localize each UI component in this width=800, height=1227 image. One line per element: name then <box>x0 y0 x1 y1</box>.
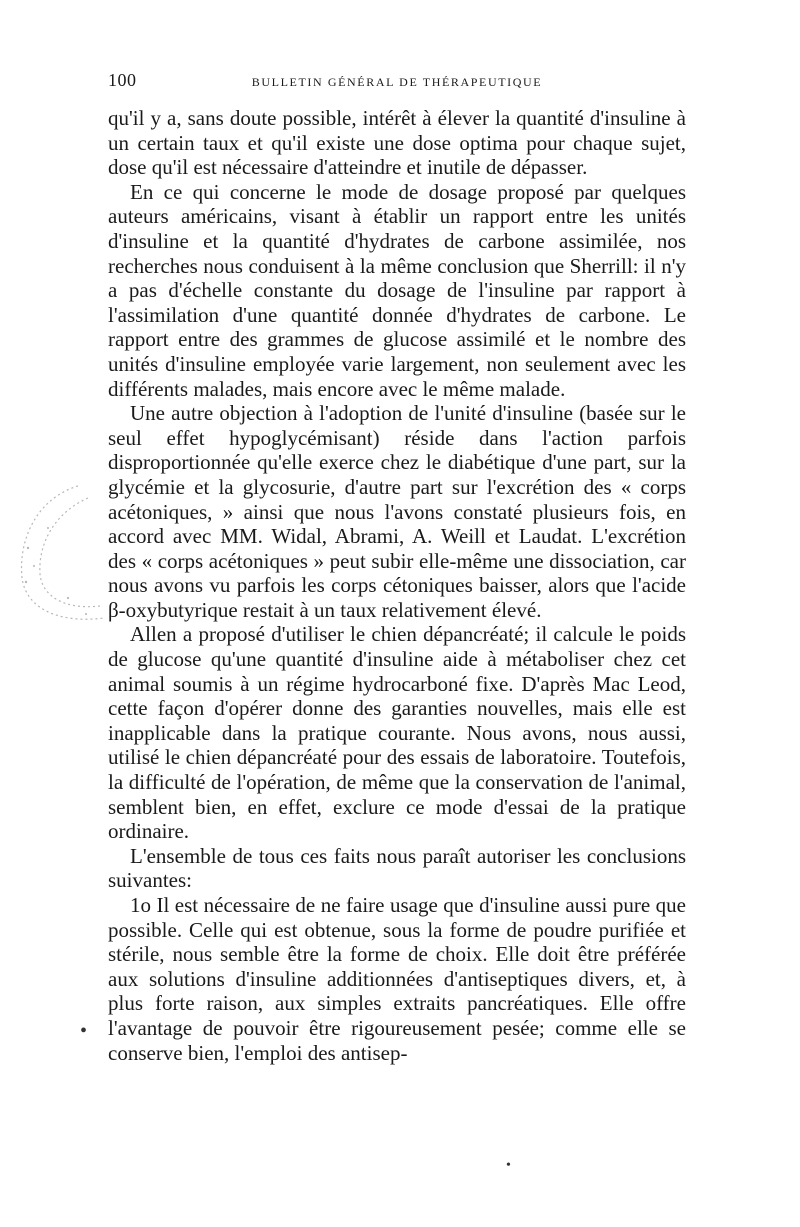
ink-dot: • <box>506 1158 511 1173</box>
journal-title: BULLETIN GÉNÉRAL DE THÉRAPEUTIQUE <box>251 75 543 89</box>
library-stamp-mark <box>8 478 126 628</box>
running-head <box>108 70 686 106</box>
body-text <box>108 106 686 1065</box>
margin-mark: • <box>80 1020 88 1042</box>
page <box>108 70 686 1065</box>
paragraph: 1o Il est nécessaire de ne faire usage que d'insuline aussi pure que possible. Celle qui est obtenue, sous la forme de poudre purifiée et stérile, nous semble être la forme de choix. Elle doit être préférée aux solutions d'insuline additionnées d'antiseptiques divers, et, à plus forte raison, aux simples extraits pancréatiques. Elle offre l'avantage de pouvoir être rigoureusement pesée; comme elle se conserve bien, l'emploi des antisep- <box>108 893 686 1065</box>
paragraph: En ce qui concerne le mode de dosage proposé par quelques auteurs américains, visant à établir un rapport entre les unités d'insuline et la quantité d'hydrates de carbone assimilée, nos recherches nous conduisent à la même conclusion que Sherrill: il n'y a pas d'échelle constante du dosage de l'insuline par rapport à l'assimilation d'une quantité donnée d'hydrates de carbone. Le rapport entre des grammes de glucose assimilé et le nombre des unités d'insuline employée varie largement, non seulement avec les différents malades, mais encore avec le même malade. <box>108 179 686 401</box>
paragraph: qu'il y a, sans doute possible, intérêt à élever la quantité d'insuline à un certain taux et qu'il existe une dose optima pour chaque sujet, dose qu'il est nécessaire d'atteindre et inutile de dépasser. <box>108 106 686 180</box>
paragraph: L'ensemble de tous ces faits nous paraît autoriser les conclusions suivantes: <box>108 843 686 893</box>
paragraph: Une autre objection à l'adoption de l'unité d'insuline (basée sur le seul effet hypoglycémisant) réside dans l'action parfois disproportionnée qu'elle exerce chez le diabétique d'une part, sur la glycémie et la glycosurie, d'autre part sur l'excrétion des « corps acétoniques, » ainsi que nous l'avons constaté plusieurs fois, en accord avec MM. Widal, Abrami, A. Weill et Laudat. L'excrétion des « corps acétoniques » peut subir elle-même une dissociation, car nous avons vu parfois les corps cétoniques baisser, alors que l'acide β-oxybutyrique restait à un taux relativement élevé. <box>108 401 686 622</box>
paragraph: Allen a proposé d'utiliser le chien dépancréaté; il calcule le poids de glucose qu'une quantité d'insuline aide à métaboliser chez cet animal soumis à un régime hydrocarboné fixe. D'après Mac Leod, cette façon d'opérer donne des garanties nouvelles, mais elle est inapplicable dans la pratique courante. Nous avons, nous aussi, utilisé le chien dépancréaté pour des essais de laboratoire. Toutefois, la difficulté de l'opération, de même que la conservation de l'animal, semblent bien, en effet, exclure ce mode d'essai de la pratique ordinaire. <box>108 622 686 844</box>
page-number: 100 <box>108 70 137 90</box>
